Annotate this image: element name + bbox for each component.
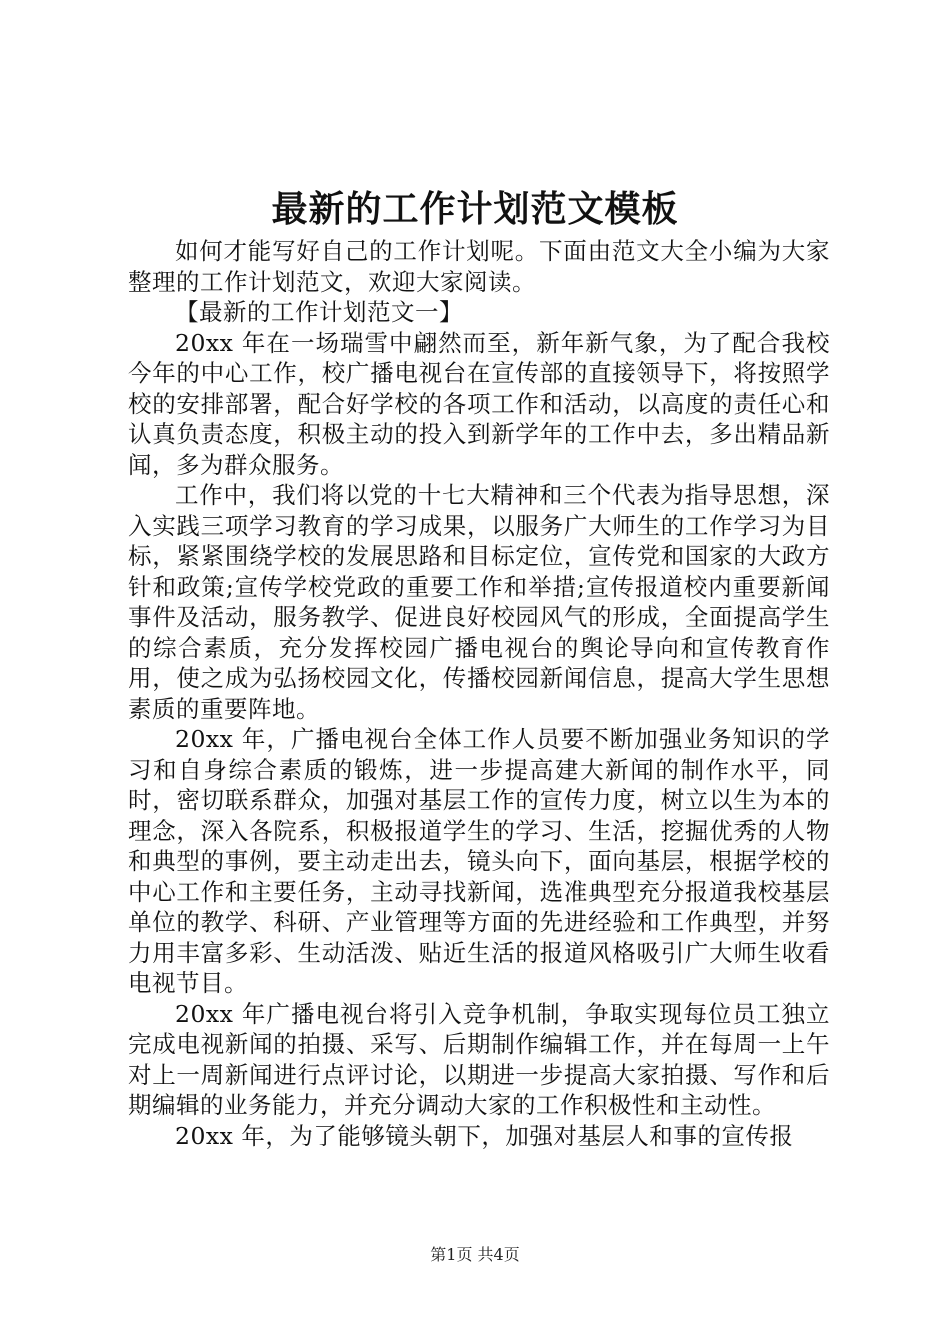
body-paragraph: 20xx 年广播电视台将引入竞争机制，争取实现每位员工独立完成电视新闻的拍摄、采写、后期制作编辑工作，并在每周一上午对上一周新闻进行点评讨论，以期进一步提高大家拍摄、写作和后期编辑的业务能力，并充分调动大家的工作积极性和主动性。: [128, 999, 830, 1119]
body-paragraph: 20xx 年，为了能够镜头朝下，加强对基层人和事的宣传报: [175, 1121, 794, 1150]
document-body: [128, 236, 830, 1151]
document-title: 最新的工作计划范文模板: [271, 188, 679, 230]
section-heading: 【最新的工作计划范文一】: [175, 298, 463, 326]
body-paragraph: 20xx 年，广播电视台全体工作人员要不断加强业务知识的学习和自身综合素质的锻炼，进一步提高建大新闻的制作水平，同时，密切联系群众，加强对基层工作的宣传力度，树立以生为本的理念，深入各院系，积极报道学生的学习、生活，挖掘优秀的人物和典型的事例，要主动走出去，镜头向下，面向基层，根据学校的中心工作和主要任务，主动寻找新闻，选准典型充分报道我校基层单位的教学、科研、产业管理等方面的先进经验和工作典型，并努力用丰富多彩、生动活泼、贴近生活的报道风格吸引广大师生收看电视节目。: [128, 725, 830, 997]
intro-paragraph: 如何才能写好自己的工作计划呢。下面由范文大全小编为大家整理的工作计划范文，欢迎大家阅读。: [128, 237, 830, 296]
body-paragraph: 工作中，我们将以党的十七大精神和三个代表为指导思想，深入实践三项学习教育的学习成果，以服务广大师生的工作学习为目标，紧紧围绕学校的发展思路和目标定位，宣传党和国家的大政方针和政策;宣传学校党政的重要工作和举措;宣传报道校内重要新闻事件及活动，服务教学、促进良好校园风气的形成，全面提高学生的综合素质，充分发挥校园广播电视台的舆论导向和宣传教育作用，使之成为弘扬校园文化，传播校园新闻信息，提高大学生思想素质的重要阵地。: [128, 481, 830, 723]
page-number-footer: 第1页 共4页: [430, 1245, 520, 1264]
body-paragraph: 20xx 年在一场瑞雪中翩然而至，新年新气象，为了配合我校今年的中心工作，校广播电视台在宣传部的直接领导下，将按照学校的安排部署，配合好学校的各项工作和活动，以高度的责任心和认真负责态度，积极主动的投入到新学年的工作中去，多出精品新闻，多为群众服务。: [128, 328, 830, 479]
